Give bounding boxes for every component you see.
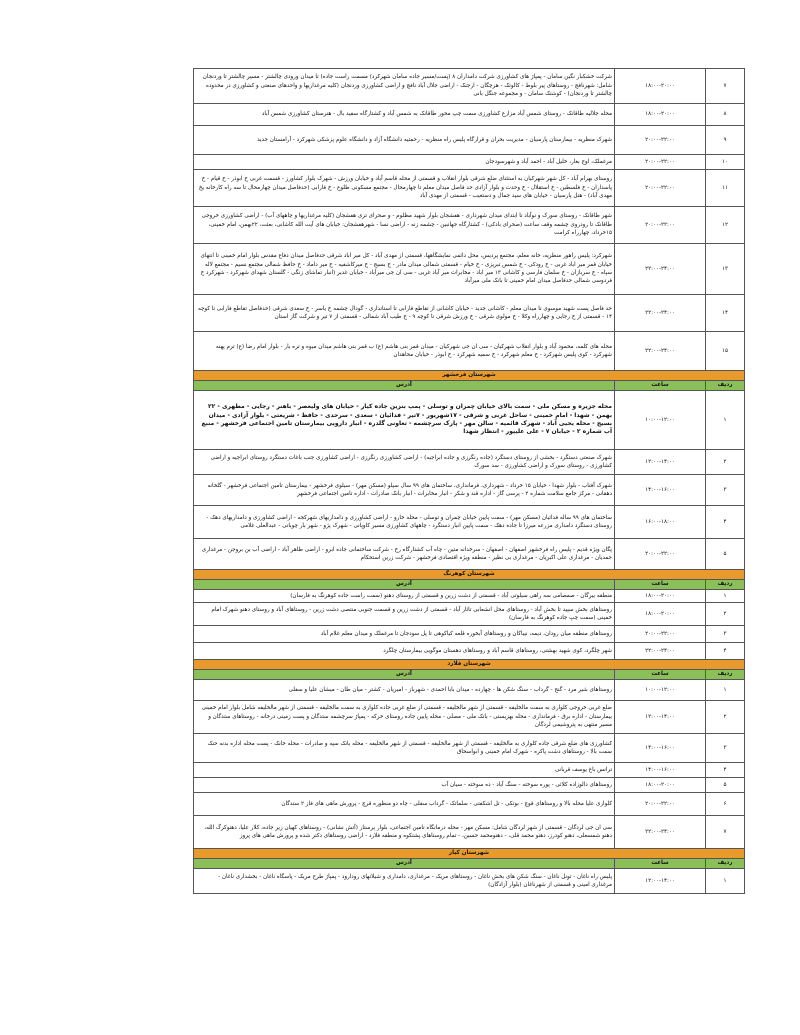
row-address: پلیس راه ناغان - تونل ناغان - سنگ شکن های بخش ناغان - روستاهای مریک - مرغداری، دامداری و شیلاتهای رودارود - پمپاژ طرح مریک - پاسگاه ناغان - بخشداری ناغان - مرغداری امینی و قسمتی از شهرناغان (بلوار آزادگان)	[194, 869, 615, 894]
table-row	[194, 155, 745, 170]
row-number: ۱۲	[706, 207, 745, 244]
row-address: شهرک منظریه - بیمارستان پارسیان - مدیریت بحران و قرارگاه پلیس راه منظریه - رحمتیه دانشگاه آزاد و دانشگاه علوم پزشکی شهرکرد - آرامستان جدید	[194, 126, 615, 155]
column-header-row-number: ردیف	[706, 580, 745, 590]
row-time: ۲۲:۰۰-۲۴:۰۰	[615, 816, 706, 849]
table-row	[194, 701, 745, 734]
county-title: شهرستان فرخشهر	[194, 371, 745, 381]
column-header-address: آدرس	[194, 580, 615, 590]
column-header-time: ساعت	[615, 670, 706, 680]
table-body	[194, 69, 745, 894]
table-row	[194, 734, 745, 763]
column-header-time: ساعت	[615, 580, 706, 590]
column-header-row-number: ردیف	[706, 670, 745, 680]
row-number: ۳	[706, 475, 745, 506]
county-title: شهرستان کیار	[194, 849, 745, 859]
table-row	[194, 778, 745, 793]
row-number: ۲	[706, 603, 745, 626]
row-number: ۱	[706, 680, 745, 701]
row-time: ۲۰:۰۰-۲۲:۰۰	[615, 155, 706, 170]
column-header-row	[194, 670, 745, 680]
table-row	[194, 763, 745, 778]
row-time: ۱۴:۰۰-۱۶:۰۰	[615, 475, 706, 506]
table-row	[194, 207, 745, 244]
county-header-row	[194, 849, 745, 859]
row-time: ۱۴:۰۰-۱۶:۰۰	[615, 763, 706, 778]
table-row	[194, 539, 745, 570]
row-time: ۱۸:۰۰-۲۰:۰۰	[615, 590, 706, 603]
table-row	[194, 332, 745, 371]
row-time: ۲۰:۰۰-۲۲:۰۰	[615, 170, 706, 207]
table-row	[194, 626, 745, 643]
row-number: ۶	[706, 793, 745, 816]
row-address: ساختمان های ۹۹ ساله فدائیان (مسکن مهر) - سمت پایین خیابان چمران و توسلی - محله خارو - اراضی کشاورزی و دامداریهای شهرکجه - اراضی کشاورزی و دامداریهای دهک - روستای دستگرد دامداری مزرعه میرزا تا جاده دهک - سمت پایین انبار دستگرد - چاههای کشاورزی مسیر کاوپانی - شهرک پژو - شهر بار چوبانی - عبدالعلی غلامی	[194, 506, 615, 539]
row-time: ۲۰:۰۰-۲۲:۰۰	[615, 793, 706, 816]
county-header-row	[194, 570, 745, 580]
column-header-address: آدرس	[194, 381, 615, 391]
row-address: محله جزیره و مسکن ملی - سمت بالای خیابان چمران و توسلی - پمپ بنزین جاده کیار - خیابان های ولیعصر - باهنر - رجایی - مطهری - ۲۲ بهمن - شهدا - امام خمینی - ساحل غربی و شرقی - ۱۷شهریور - ۷تیر - فدائیان - سعدی - سرحدی - حافظ - شریعتی - بلوار آزادی - میدان بسیج - محله یحیی آباد - شهرک قائمیه - سالن مهر - پارک سرچشمه - تعاونی گلدره - انبار دارویی بیمارستان تامین اجتماعی فرخشهر - منبع آب شماره ۲ - خیابان ۷ - علی علیپور - انتظار شهدا	[194, 391, 615, 450]
row-time: ۲۲:۰۰-۲۴:۰۰	[615, 295, 706, 332]
table-row	[194, 475, 745, 506]
row-time: ۱۲:۰۰-۱۴:۰۰	[615, 450, 706, 475]
row-address: ترانس باغ یوسف قربانی	[194, 763, 615, 778]
table-row	[194, 816, 745, 849]
table-row	[194, 244, 745, 295]
row-number: ۳	[706, 734, 745, 763]
row-time: ۲۲:۰۰-۲۴:۰۰	[615, 643, 706, 660]
row-time: ۲۲:۰۰-۲۴:۰۰	[615, 244, 706, 295]
row-time: ۱۴:۰۰-۱۶:۰۰	[615, 734, 706, 763]
row-time: ۲۲:۰۰-۲۴:۰۰	[615, 332, 706, 371]
column-header-row	[194, 381, 745, 391]
row-address: محله های کلمه، محمود آباد و بلوار انقلاب شهرکیان - سی ان جی شهرکیان - میدان قمر بنی هاشم (ع) ب قمر بنی هاشم میدان میوه و تره بار - بلوار امام رضا (ع) ترم پهنه شهرکرد - کوی پلیس شهرکرد - خ معلم شهرکرد - خ سمیه شهرکرد - خ ابوذر - خیابان محاهدان	[194, 332, 615, 371]
row-address: روستاهای دالوزاده کلائی - پوره سوخته - سنگ آباد - ده سوخته - سیان آب	[194, 778, 615, 793]
row-address: کشاورزی های ضلع شرقی جاده کلواری به مالخلیفه - قسمتی از شهر مالخلیفه - قسمتی از شهر مالخلیفه - محله بانک سپه و صادرات - محله خانک - پست محله اداره بدنه حنک سمت بالا - روستاهای دشت پاکره - شهرک امام خمینی و ابواسحاق	[194, 734, 615, 763]
row-time: ۱۲:۰۰-۱۴:۰۰	[615, 869, 706, 894]
column-header-row	[194, 580, 745, 590]
row-time: ۱۸:۰۰-۲۰:۰۰	[615, 69, 706, 104]
column-header-time: ساعت	[615, 381, 706, 391]
row-address: محله جلالیه طاقانک - روستای شمس آباد مزارع کشاورزی سمت چپ محور طاقانک به شمس آباد و کشتارگاه سفید بال - هنرستان کشاورزی شمس آباد	[194, 104, 615, 126]
row-time: ۱۲:۰۰-۱۴:۰۰	[615, 701, 706, 734]
row-address: پگان ویژه قدیم - پلیس راه فرخشهر اصفهان - اصفهان - سرخدانه متین - چاه آب کشتارگاه رخ - شرکت ساختمانی جاده ابرو - اراضی طاهر آباد - اراضی آب بن بروجن - مرغداری حمدیان - مرغداری علی اکبریان - مرغداری بی نظیر - منطقه ویژه اقتصادی فرخشهر - شرکت زرین استحکام	[194, 539, 615, 570]
column-header-address: آدرس	[194, 670, 615, 680]
column-header-time: ساعت	[615, 859, 706, 869]
row-number: ۱	[706, 590, 745, 603]
row-address: شهر چلگرد، کوی شهید بهشتی، روستاهای قاسم آباد و روستاهای دهستان موگویی بیمارستان چلگرد	[194, 643, 615, 660]
row-address: سی ان جی لردگان - قسمتی از شهر لردگان شامل: مسکن مهر - محله درمانگاه تامین اجتماعی، بلوار پرستار (آتش نشانی) - روستاهای کهیان زیر جاده، کلار علیا، دهنوکرگ الله، دهنو شمسعلی، دهنو کودرز، دهنو محمد قلی، - دهنومحمد حسین، - تمام روستاهای پشتکوه و منطقه فلارد - اراضی روستاهای دکتر شده و پرورش ماهی های پروز	[194, 816, 615, 849]
row-time: ۲۰:۰۰-۲۲:۰۰	[615, 539, 706, 570]
table-row	[194, 793, 745, 816]
county-title: شهرستان کوهرنگ	[194, 570, 745, 580]
county-header-row	[194, 371, 745, 381]
row-time: ۱۶:۰۰-۱۸:۰۰	[615, 506, 706, 539]
column-header-row-number: ردیف	[706, 859, 745, 869]
county-title: شهرستان فلارد	[194, 660, 745, 670]
row-number: ۱۰	[706, 155, 745, 170]
column-header-row-number: ردیف	[706, 381, 745, 391]
row-time: ۲۰:۰۰-۲۲:۰۰	[615, 626, 706, 643]
table-row	[194, 126, 745, 155]
row-number: ۱	[706, 869, 745, 894]
row-number: ۹	[706, 126, 745, 155]
outage-schedule-table	[193, 68, 745, 894]
county-header-row	[194, 660, 745, 670]
table-row	[194, 506, 745, 539]
row-address: مرغملک، اوج بغار، خلیل آباد - احمد آباد و شهرسودجان	[194, 155, 615, 170]
row-address: شهرکرد: پلیس راهور منظریه، خانه معلم، مجتمع پردیس، محل دائمی نمایشگاهها، قسمتی از مهدی آباد - کل میر اباد شرقی حدفاصل میدان دفاع مقدس بلوار امام خمینی تا انتهای خیابان قمر میر اباد غربی - خ رودکی - خ شمس تبریزی - خ خیام - قسمتی شمالی میدان مادر - خ بسیج - خ میرکاشفیه - خ میر داماد - خ حافظ شمالی مجتمع نسیم - مجتمع لاله سپاه - خ سربازان - خ سلمان فارسی و کاشانی ۱۳ میر اباد - مخابرات میر آباد غربی - سی ان جی میرآباد - خیابان غدیر (انبار تماشای زنگی - گلستان شهدای شهرکرد - شهرکرد خ فردوسی شمالی حدفاصل میدان امام خمینی تا بانک ملی میرآباد	[194, 244, 615, 295]
row-number: ۱۳	[706, 244, 745, 295]
row-number: ۷	[706, 69, 745, 104]
table-row	[194, 69, 745, 104]
row-address: شهرک صنعتی دستگرد - بخشی از روستای دستگرد (جاده رنگرزی و جاده ابراجیه) - اراضی کشاورزی رنگرزی - اراضی کشاورزی جنب باغات دستگرد روستای ابراجیه و اراضی کشاورزی - روستای سورک و اراضی کشاورزی - سد سورک	[194, 450, 615, 475]
row-time: ۱۸:۰۰-۲۰:۰۰	[615, 603, 706, 626]
table-row	[194, 450, 745, 475]
row-time: ۲۰:۰۰-۲۲:۰۰	[615, 126, 706, 155]
row-address: روستاهای منطقه میان رودان، دیمه، نیباکان و روستاهای آبخوره قلعه کیاکوهی تا پل سودجان تا مرغملک و میدان معلم غلام آباد	[194, 626, 615, 643]
column-header-row	[194, 859, 745, 869]
schedule-document	[193, 68, 745, 894]
row-time: ۱۰:۰۰-۱۲:۰۰	[615, 680, 706, 701]
table-row	[194, 603, 745, 626]
row-address: شرکت خشکبار نگین سامان - پمپاژ های کشاورزی شرکت دامداران ۸ (پست/مسیر جاده سامان شهرکرد) مسمت راست جاده) تا میدان ورودی چالشتر - مسیر چالشتر تا وردنجان شامل: شهرنافچ - روستاهای پیر بلوط - کالوتک - هرچگان - ارجنک - اراضی جلال آباد نافچ و اراضی کشاورزی وردنجان (کلیه مرغداریها و واحدهای صنعتی و کشاورزی در محدوده چالشتر تا وردنجان) - کوشتک سامان - و مجموعه جنگل بانی	[194, 69, 615, 104]
row-address: حد فاصل پست شهید موسوی تا میدان معلم - کاشانی جدید - خیابان کاشانی از تقاطع فارابی تا استانداری - گودال چشمه خ یاسر - خ سعدی شرقی (حدفاصل تقاطع فارابی تا کوچه ۱۴ - قسمتی از خ رجایی و چهارراه وکلا - خ مولوی شرقی - خ ورزش شرقی تا کوچه ۹ - خ طیب آباد شمالی - قسمتی از ۷ تیر و شرکت گاز استان	[194, 295, 615, 332]
row-number: ۱۵	[706, 332, 745, 371]
row-address: شهرک آفتاب - بلوار شهدا - خیابان ۱۵ خرداد - شهرداری، فرمانداری، ساختمان های ۹۹ سال سیلو (مسکن مهر) - سیلوی فرخشهر - بیمارستان تامین اجتماعی فرخشهر - گلخانه دهقانی - مرکز جامع سلامت شماره ۲ - پرسی گاز - اداره قند و شکر - انبار مخابرات - انبار بانک صادرات - اداره تامین اجتماعی فرخشهر	[194, 475, 615, 506]
row-time: ۱۸:۰۰-۲۰:۰۰	[615, 778, 706, 793]
table-row	[194, 643, 745, 660]
row-time: ۱۰:۰۰-۱۲:۰۰	[615, 391, 706, 450]
row-address: منطقه بیرگان - صمصامی سه راهی سیلوتی آباد - قسمتی از دشت زرین و قسمتی از روستای دهنو (سمت راست جاده کوهرنگ به فارسان)	[194, 590, 615, 603]
row-number: ۱۱	[706, 170, 745, 207]
row-number: ۵	[706, 778, 745, 793]
row-number: ۴	[706, 763, 745, 778]
row-number: ۲	[706, 701, 745, 734]
row-number: ۳	[706, 626, 745, 643]
row-address: شهر طاقانک - روستای سورک و نوآباد تا ابتدای میدان شهرداری - هفشجان بلوار شهید مظلوم - و صحرای تری هفشجان (کلیه مرغداریها و چاههای آب) - اراضی کشاورزی خروجی طاقانک تا رودروی چشمه وقف ساعت (صحرای بادکی) - کشتارگاه جهانبین - چشمه زنه - اراضی نسا - شهرهفشجان: خیابان های آیت الله کاشانی، بعثت، ۲۲بهمن، امام خمینی، ۱۵خرداد، چهارراه کرامت	[194, 207, 615, 244]
row-number: ۴	[706, 506, 745, 539]
row-number: ۱۴	[706, 295, 745, 332]
row-number: ۱	[706, 391, 745, 450]
row-number: ۵	[706, 539, 745, 570]
table-row	[194, 590, 745, 603]
table-row	[194, 869, 745, 894]
table-row	[194, 104, 745, 126]
row-time: ۲۰:۰۰-۲۲:۰۰	[615, 207, 706, 244]
column-header-address: آدرس	[194, 859, 615, 869]
table-row	[194, 680, 745, 701]
row-address: روستای بهرام آباد - کل شهر شهرکیان به استثنای ضلع شرقی بلوار انقلاب و قسمتی از محله قاسم آباد و خیابان ورزش - شهرک بلوار کشاورز - قسمت غربی خ ابوذر - خ قیام - خ پاسداران - خ فلسطین - خ استقلال - خ وحدت و بلوار آزادی حد فاصل میدان معلم تا چهارمحال - مجتمع مسکونی طلوع - خ فارابی (حدفاصل میدان چهارمحال تا سه راه کارخانه یخ مهدی آباد) - هتل پارسیان - خیابان های سید جمال و دستغیب - قسمتی از مهدی آباد	[194, 170, 615, 207]
row-number: ۴	[706, 643, 745, 660]
row-number: ۸	[706, 104, 745, 126]
row-time: ۱۸:۰۰-۲۰:۰۰	[615, 104, 706, 126]
row-number: ۲	[706, 450, 745, 475]
row-address: روستاهای بخش سپید تا بخش آباد - روستاهای محل انشعابی تاثار آباد - قسمتی از دشت زرین و قسمت جنوبی منتصی دشت زرین - روستاهای آباد و روستای دهنو شهرک امام خمینی (سمت چپ جاده کوهرنگ به فارسان)	[194, 603, 615, 626]
row-address: ضلع غربی خروجی کلواری به سمت مالخلیفه - قسمتی از شهر مالخلیفه - قسمتی از ضلع غربی جاده کلواری به سمت مالخلیفه - قسمتی از شهر مالخلیفه شامل بلوار امام خمینی بیمارستان - اداره برق - فرمانداری - محله بهزیستی - بانک ملی - مصلی - محله پایین جاده روستای خرکه - پمپاژ سرچشمه ستدگان و پست زمینی درخانه - روستاهای ستدگان و مسیر منتهی به پتروشیمی لردگان	[194, 701, 615, 734]
row-address: کلواری علیا محله بالا و روستاهای قوچ - بوتکی - تل اشکفتی - سلماتک - گرداب سفلی - چاه دو منظوره قرچ - پرورش ماهی های فاز ۲ ستدگان	[194, 793, 615, 816]
row-number: ۷	[706, 816, 745, 849]
table-row	[194, 295, 745, 332]
row-address: روستاهای شیر مرد - گنج - گرداب - سنگ شکن ها - چهارده - میدان بابا احمدی - شهرباز - امیریان - کشتر - میان طان - میشان علیا و سفلی	[194, 680, 615, 701]
table-row	[194, 170, 745, 207]
table-row	[194, 391, 745, 450]
